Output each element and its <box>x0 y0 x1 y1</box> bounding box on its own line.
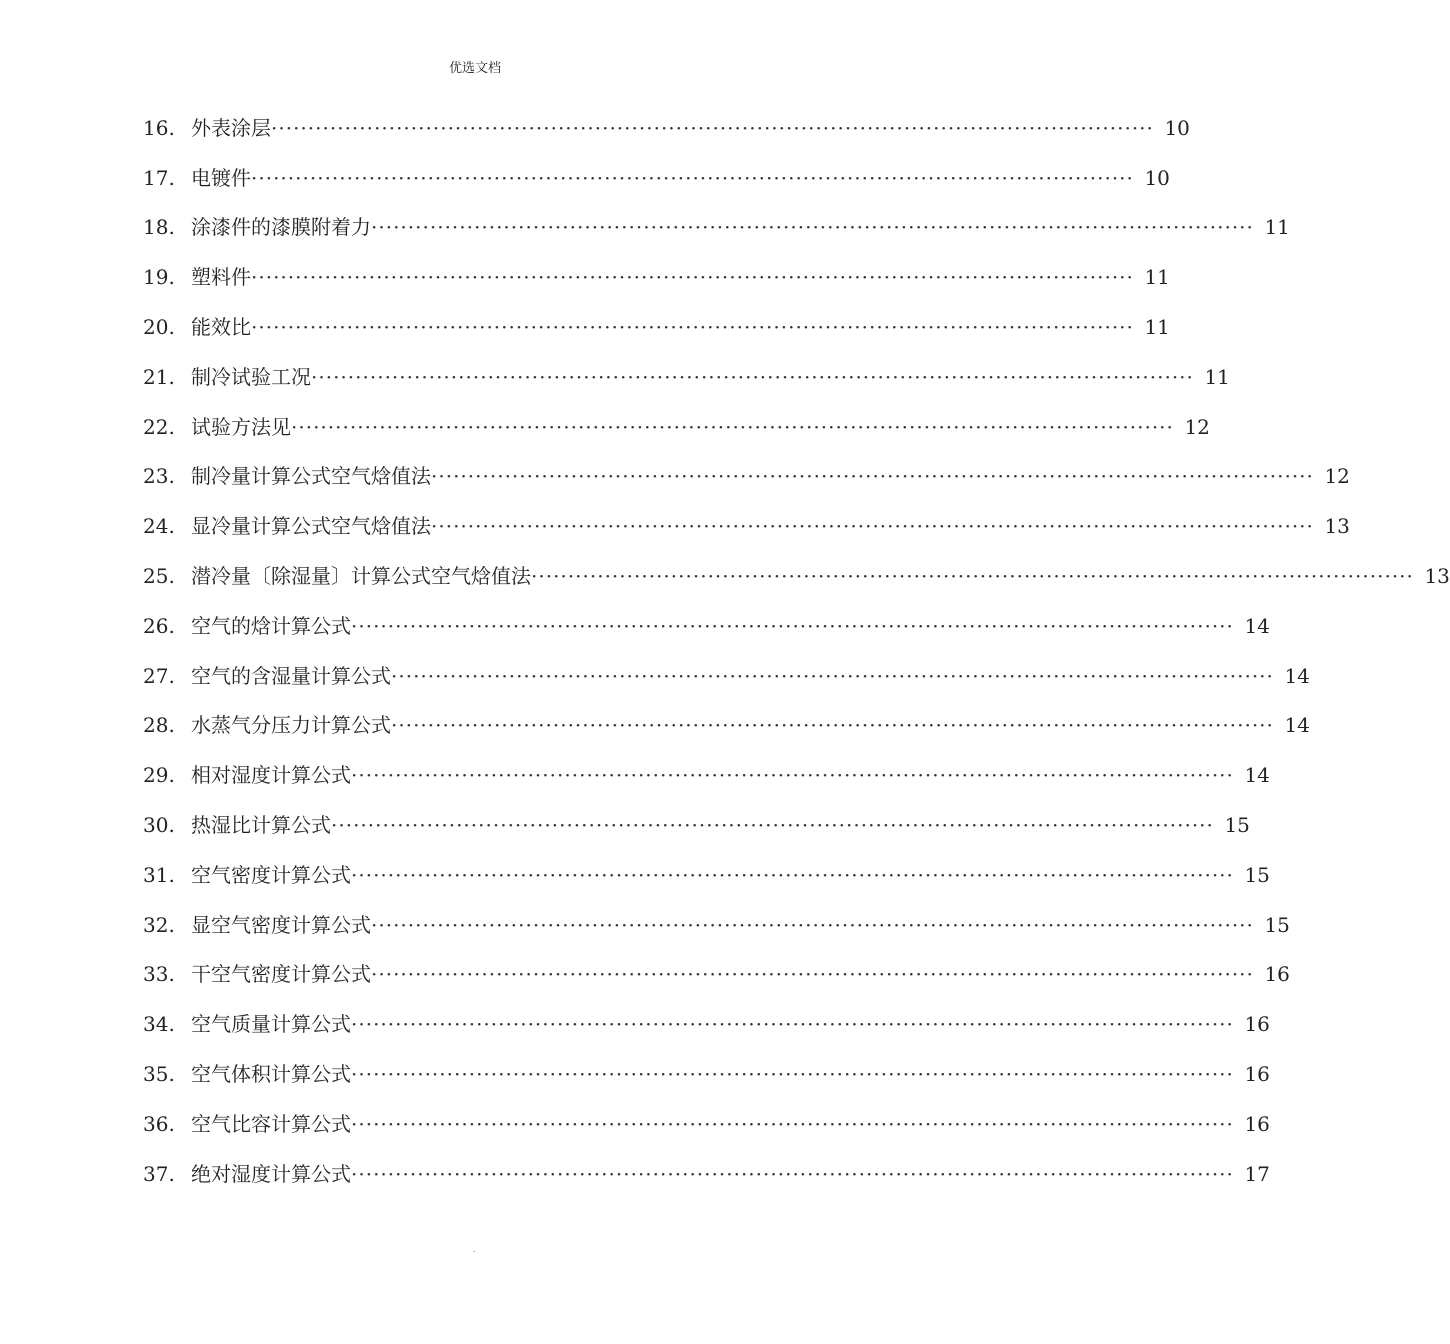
toc-entry-page: 14 <box>1244 613 1270 638</box>
toc-entry-title: 外表涂层 <box>191 115 271 140</box>
toc-dot-leader: ························································································································ <box>351 613 1234 638</box>
toc-entry-page: 15 <box>1244 862 1270 887</box>
toc-entry-number: 21. <box>143 364 175 389</box>
toc-entry-page: 10 <box>1144 165 1170 190</box>
toc-entry-page: 16 <box>1244 1111 1270 1136</box>
toc-entry[interactable] <box>143 302 1170 352</box>
toc-dot-leader: ························································································································ <box>351 1062 1234 1087</box>
toc-entry-page: 11 <box>1144 265 1170 290</box>
toc-entry-number: 35. <box>143 1062 175 1087</box>
toc-entry-page: 15 <box>1224 813 1250 838</box>
toc-entry-page: 16 <box>1264 962 1290 987</box>
toc-entry-page: 13 <box>1324 514 1350 539</box>
toc-dot-leader: ························································································································ <box>351 862 1234 887</box>
toc-entry[interactable] <box>143 1149 1270 1199</box>
toc-entry-page: 13 <box>1424 564 1450 589</box>
toc-entry[interactable] <box>143 352 1230 402</box>
toc-entry[interactable] <box>143 900 1290 950</box>
toc-dot-leader: ························································································································ <box>251 265 1134 290</box>
toc-entry[interactable] <box>143 252 1170 302</box>
table-of-contents <box>143 103 1450 1199</box>
toc-entry-page: 15 <box>1264 912 1290 937</box>
toc-entry-title: 空气的含湿量计算公式 <box>191 663 391 688</box>
toc-entry-number: 30. <box>143 813 175 838</box>
toc-entry-page: 16 <box>1244 1062 1270 1087</box>
toc-dot-leader: ························································································································ <box>311 364 1194 389</box>
toc-entry-number: 16. <box>143 115 175 140</box>
toc-dot-leader: ························································································································ <box>431 464 1314 489</box>
toc-entry-title: 制冷量计算公式空气焓值法 <box>191 464 431 489</box>
toc-entry-title: 电镀件 <box>191 165 251 190</box>
toc-dot-leader: ························································································································ <box>251 165 1134 190</box>
toc-dot-leader: ························································································································ <box>431 514 1314 539</box>
page-header: 优选文档 <box>448 61 501 76</box>
toc-entry-title: 热湿比计算公式 <box>191 813 331 838</box>
toc-entry[interactable] <box>143 501 1350 551</box>
toc-entry-title: 空气密度计算公式 <box>191 862 351 887</box>
toc-entry[interactable] <box>143 153 1170 203</box>
toc-entry-title: 空气比容计算公式 <box>191 1111 351 1136</box>
toc-entry-title: 显冷量计算公式空气焓值法 <box>191 514 431 539</box>
toc-entry-number: 32. <box>143 912 175 937</box>
toc-dot-leader: ························································································································ <box>351 1111 1234 1136</box>
toc-dot-leader: ························································································································ <box>351 1012 1234 1037</box>
toc-entry[interactable] <box>143 1099 1270 1149</box>
toc-entry-title: 塑料件 <box>191 265 251 290</box>
toc-entry[interactable] <box>143 701 1310 751</box>
toc-entry-page: 14 <box>1284 713 1310 738</box>
toc-dot-leader: ························································································································ <box>251 315 1134 340</box>
toc-entry-page: 16 <box>1244 1012 1270 1037</box>
toc-entry[interactable] <box>143 1049 1270 1099</box>
toc-dot-leader: ························································································································ <box>351 763 1234 788</box>
toc-entry-page: 11 <box>1204 364 1230 389</box>
toc-dot-leader: ························································································································ <box>371 215 1254 240</box>
toc-entry-page: 17 <box>1244 1161 1270 1186</box>
toc-entry-number: 25. <box>143 564 175 589</box>
toc-entry[interactable] <box>143 950 1290 1000</box>
toc-entry-number: 24. <box>143 514 175 539</box>
toc-entry-number: 28. <box>143 713 175 738</box>
toc-entry[interactable] <box>143 203 1290 253</box>
toc-dot-leader: ························································································································ <box>271 115 1154 140</box>
toc-entry-title: 试验方法见 <box>191 414 291 439</box>
toc-entry-title: 显空气密度计算公式 <box>191 912 371 937</box>
toc-entry-number: 31. <box>143 862 175 887</box>
toc-entry-title: 涂漆件的漆膜附着力 <box>191 215 371 240</box>
toc-entry-title: 干空气密度计算公式 <box>191 962 371 987</box>
toc-entry[interactable] <box>143 103 1190 153</box>
toc-dot-leader: ························································································································ <box>371 912 1254 937</box>
toc-entry-page: 11 <box>1264 215 1290 240</box>
toc-entry-number: 27. <box>143 663 175 688</box>
toc-entry-title: 相对湿度计算公式 <box>191 763 351 788</box>
toc-entry-title: 空气体积计算公式 <box>191 1062 351 1087</box>
toc-entry-title: 潜冷量〔除湿量〕计算公式空气焓值法 <box>191 564 531 589</box>
toc-entry-number: 36. <box>143 1111 175 1136</box>
toc-dot-leader: ························································································································ <box>531 564 1414 589</box>
toc-entry-title: 水蒸气分压力计算公式 <box>191 713 391 738</box>
toc-entry-number: 17. <box>143 165 175 190</box>
toc-entry-title: 空气的焓计算公式 <box>191 613 351 638</box>
toc-entry-page: 14 <box>1284 663 1310 688</box>
toc-dot-leader: ························································································································ <box>291 414 1174 439</box>
toc-entry[interactable] <box>143 402 1210 452</box>
toc-dot-leader: ························································································································ <box>351 1161 1234 1186</box>
toc-entry-number: 34. <box>143 1012 175 1037</box>
toc-entry-title: 能效比 <box>191 315 251 340</box>
toc-dot-leader: ························································································································ <box>391 713 1274 738</box>
toc-dot-leader: ························································································································ <box>331 813 1214 838</box>
toc-entry-number: 33. <box>143 962 175 987</box>
toc-entry-page: 10 <box>1164 115 1190 140</box>
toc-entry[interactable] <box>143 452 1350 502</box>
toc-entry-title: 绝对湿度计算公式 <box>191 1161 351 1186</box>
toc-entry-page: 14 <box>1244 763 1270 788</box>
toc-entry-number: 23. <box>143 464 175 489</box>
toc-entry[interactable] <box>143 800 1250 850</box>
toc-entry[interactable] <box>143 601 1270 651</box>
toc-entry[interactable] <box>143 750 1270 800</box>
toc-entry-number: 26. <box>143 613 175 638</box>
toc-entry[interactable] <box>143 850 1270 900</box>
footer-mark: . <box>473 1245 476 1254</box>
toc-entry-number: 29. <box>143 763 175 788</box>
toc-entry-number: 18. <box>143 215 175 240</box>
toc-dot-leader: ························································································································ <box>371 962 1254 987</box>
toc-entry-page: 12 <box>1184 414 1210 439</box>
toc-entry-title: 空气质量计算公式 <box>191 1012 351 1037</box>
toc-entry-title: 制冷试验工况 <box>191 364 311 389</box>
toc-entry[interactable] <box>143 551 1450 601</box>
toc-entry-number: 20. <box>143 315 175 340</box>
toc-dot-leader: ························································································································ <box>391 663 1274 688</box>
toc-entry-number: 22. <box>143 414 175 439</box>
toc-entry-page: 11 <box>1144 315 1170 340</box>
toc-entry[interactable] <box>143 999 1270 1049</box>
toc-entry-number: 19. <box>143 265 175 290</box>
toc-entry-number: 37. <box>143 1161 175 1186</box>
toc-entry-page: 12 <box>1324 464 1350 489</box>
toc-entry[interactable] <box>143 651 1310 701</box>
